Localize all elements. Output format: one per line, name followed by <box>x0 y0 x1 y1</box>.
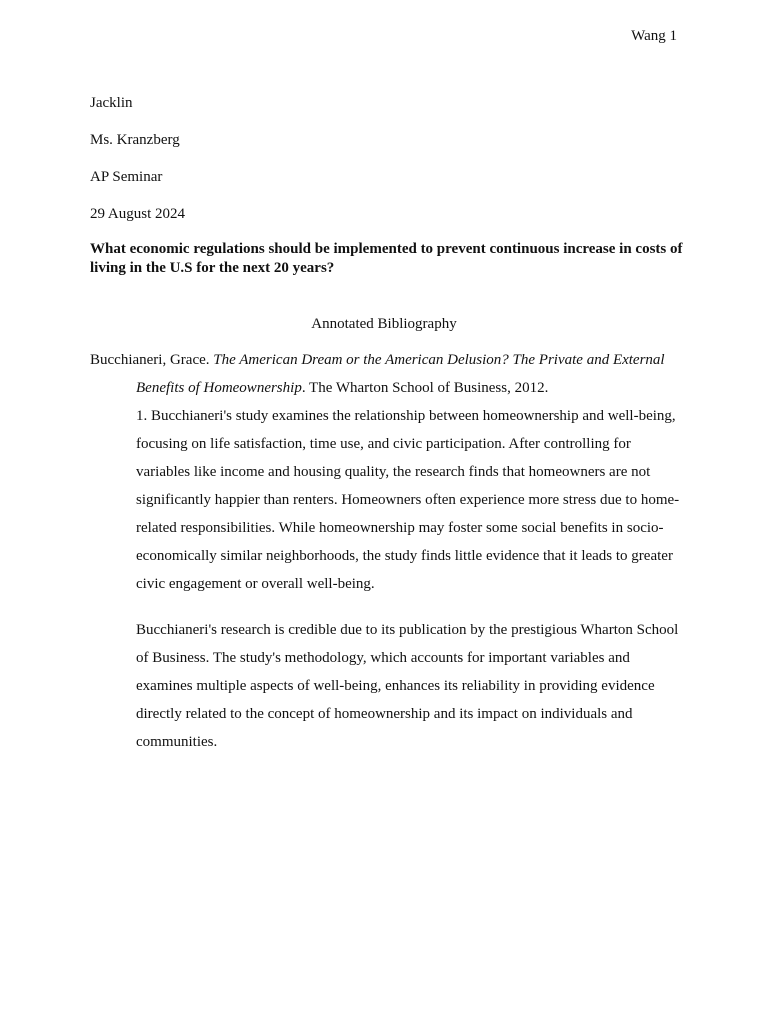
date: 29 August 2024 <box>90 206 186 222</box>
section-title: Annotated Bibliography <box>311 316 457 332</box>
annotation-summary: 1. Bucchianeri's study examines the relationship between homeownership and well-being, focusing on life satisfaction, time use, and civic participation. After controlling for variables like income and housing quality, the research finds that homeowners are not significantly happier than renters. Homeowners often experience more stress due to home-related responsibilities. While homeownership may foster some social benefits in socio-economically similar neighborhoods, the study finds little evidence that it leads to greater civic engagement or overall well-being. <box>136 408 680 592</box>
student-name: Jacklin <box>90 95 133 111</box>
citation-publisher: . The Wharton School of Business, 2012. <box>301 380 549 396</box>
running-head: Wang 1 <box>631 28 677 44</box>
citation-title: The American Dream or the American Delusion? The Private and External Benefits of Homeownership <box>136 352 665 396</box>
bibliography-entry <box>90 346 690 774</box>
citation <box>90 346 690 402</box>
mla-heading <box>90 93 680 241</box>
annotation-evaluation: Bucchianeri's research is credible due to its publication by the prestigious Wharton School of Business. The study's methodology, which accounts for important variables and examines multiple aspects of well-being, enhances its reliability in providing evidence directly related to the concept of homeownership and its impact on individuals and communities. <box>136 622 679 750</box>
citation-author: Bucchianeri, Grace. <box>90 352 214 368</box>
teacher-name: Ms. Kranzberg <box>90 132 180 148</box>
research-question: What economic regulations should be implemented to prevent continuous increase in costs of living in the U.S for the next 20 years? <box>90 241 683 276</box>
course-name: AP Seminar <box>90 169 163 185</box>
